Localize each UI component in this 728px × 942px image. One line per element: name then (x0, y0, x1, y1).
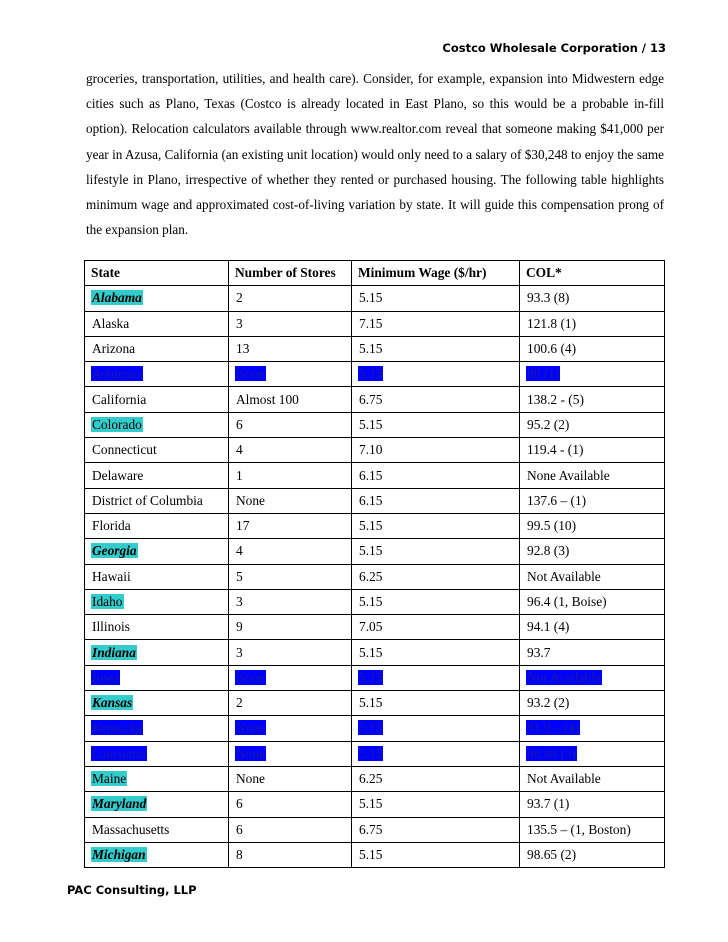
cell-wage (352, 716, 520, 741)
cell-wage (352, 336, 520, 361)
cell-wage-text: 5.15 (359, 644, 383, 660)
cell-stores (229, 817, 352, 842)
table-row (85, 589, 665, 614)
cell-col-text: 93.7 (527, 644, 551, 660)
cell-col (520, 691, 665, 716)
cell-state-text: Colorado (92, 416, 142, 432)
cell-state-text: Hawaii (92, 568, 131, 584)
cell-wage-text: 5.15 (359, 341, 383, 357)
cell-wage-text: 5.15 (359, 594, 383, 609)
cell-stores (229, 792, 352, 817)
table-row (85, 539, 665, 564)
cell-state-text: Arkansas (92, 366, 142, 382)
cell-col (520, 513, 665, 538)
table-row (85, 412, 665, 437)
cell-stores (229, 665, 352, 690)
cell-stores-text: None (236, 366, 266, 382)
cell-state-text: Maine (92, 771, 127, 787)
cell-wage-text: 5.15 (359, 518, 383, 534)
table-row (85, 741, 665, 766)
cell-stores (229, 463, 352, 488)
cell-col-text: 94.1 (4) (527, 619, 570, 635)
table-row (85, 665, 665, 690)
cell-col-text: 99.5 (10) (527, 518, 577, 534)
cell-col-text: 93.7 (1) (527, 796, 570, 812)
cell-stores (229, 539, 352, 564)
cell-col-text: 88 (1) (527, 366, 560, 382)
cell-col (520, 564, 665, 589)
cell-col-text: 138.2 - (5) (527, 391, 584, 407)
cell-wage-text: 6.75 (359, 391, 383, 407)
body-paragraph: groceries, transportation, utilities, and health care). Consider, for example, expansion into Midwestern edge cities such as Plano, Texas (Costco is already located in East Plano, so this would be a probable in-fill option). Relocation calculators available through www.realtor.com reveal that someone making $41,000 per year in Azusa, California (an existing unit location) would only need to a salary of $30,248 to enjoy the same lifestyle in Plano, irrespective of whether they rented or purchased housing. The following table highlights minimum wage and approximated cost-of-living variation by state. It will guide this compensation prong of the expansion plan. (86, 71, 664, 238)
table-row (85, 438, 665, 463)
cell-stores (229, 311, 352, 336)
cell-wage (352, 564, 520, 589)
cell-col-text: Not Available (527, 568, 601, 584)
cell-col-text: 121.8 (1) (527, 315, 577, 331)
cell-stores-text: None (236, 771, 266, 787)
cell-col (520, 640, 665, 665)
cell-wage-text: 7.10 (359, 442, 383, 458)
cell-state-text: Maryland (92, 796, 147, 812)
cell-state (85, 691, 229, 716)
cell-wage-text: 5.15 (359, 543, 383, 559)
table-row (85, 615, 665, 640)
table-row (85, 513, 665, 538)
cell-stores-text: 3 (236, 594, 243, 609)
cell-wage (352, 387, 520, 412)
cell-col-text: 137.6 – (1) (527, 492, 587, 508)
cell-col-text: 92.8 (3) (527, 543, 570, 559)
cell-state (85, 412, 229, 437)
cell-state-text: Illinois (92, 619, 130, 635)
cell-col-text: 91.9 – (4) (527, 720, 580, 736)
cell-col-text: 95.2 (2) (527, 416, 570, 432)
cell-wage-text: 5.15 (359, 720, 383, 736)
cell-wage-text: 5.15 (359, 846, 383, 862)
cell-col-text: 93.3 (8) (527, 290, 570, 306)
cell-wage-text: 6.15 (359, 492, 383, 508)
cell-stores-text: 9 (236, 619, 243, 635)
table-row (85, 817, 665, 842)
cell-col-text: 98.65 (2) (527, 846, 577, 862)
cell-wage (352, 589, 520, 614)
cell-col (520, 716, 665, 741)
cell-stores-text: 8 (236, 846, 243, 862)
cell-state (85, 513, 229, 538)
cell-state (85, 640, 229, 665)
cell-state (85, 792, 229, 817)
table-body (85, 286, 665, 868)
cell-state-text: Indiana (92, 644, 136, 660)
table-row (85, 463, 665, 488)
table-row (85, 311, 665, 336)
cell-state-text: Massachusetts (92, 821, 170, 837)
cell-stores-text: 6 (236, 796, 243, 812)
table-row (85, 387, 665, 412)
table-row (85, 564, 665, 589)
cell-stores-text: None (236, 720, 266, 736)
cell-col (520, 311, 665, 336)
cell-stores-text: 3 (236, 315, 243, 331)
cell-state (85, 842, 229, 867)
cell-stores-text: 6 (236, 821, 243, 837)
cell-state-text: Georgia (92, 543, 137, 559)
cell-state-text: Kansas (92, 695, 133, 711)
cell-col (520, 665, 665, 690)
cell-wage-text: 6.75 (359, 821, 383, 837)
cell-stores (229, 513, 352, 538)
cell-stores-text: 13 (236, 341, 250, 357)
cell-wage-text: 7.05 (359, 619, 383, 635)
cell-state (85, 438, 229, 463)
cell-stores-text: 4 (236, 442, 243, 458)
cell-state-text: Michigan (92, 846, 146, 862)
cell-wage (352, 513, 520, 538)
cell-state (85, 387, 229, 412)
cell-col (520, 488, 665, 513)
cell-state (85, 286, 229, 311)
cell-stores-text: Almost 100 (236, 391, 299, 407)
cell-wage (352, 665, 520, 690)
cell-stores (229, 336, 352, 361)
cell-col (520, 438, 665, 463)
cell-wage (352, 311, 520, 336)
table-row (85, 362, 665, 387)
cell-stores-text: 2 (236, 290, 243, 306)
cell-wage-text: 7.15 (359, 315, 383, 331)
table-row (85, 842, 665, 867)
cell-col-text: 135.5 – (1, Boston) (527, 821, 631, 837)
header-stores: Number of Stores (229, 261, 352, 286)
cell-wage-text: 5.15 (359, 695, 383, 711)
cell-state (85, 741, 229, 766)
cell-stores (229, 412, 352, 437)
cell-stores-text: None (236, 669, 266, 685)
cell-stores (229, 716, 352, 741)
cell-col-text: 98.84 (5) (527, 745, 577, 761)
cell-col (520, 817, 665, 842)
header-col: COL* (520, 261, 665, 286)
cell-col-text: 96.4 (1, Boise) (527, 594, 607, 609)
cell-wage (352, 792, 520, 817)
cell-state (85, 665, 229, 690)
cell-stores (229, 438, 352, 463)
cell-state (85, 615, 229, 640)
cell-col-text: None Available (527, 467, 610, 483)
cell-stores-text: 6 (236, 416, 243, 432)
cell-state (85, 564, 229, 589)
cell-stores (229, 564, 352, 589)
cell-wage (352, 362, 520, 387)
cell-col-text: 100.6 (4) (527, 341, 577, 357)
cell-stores (229, 615, 352, 640)
cell-stores (229, 842, 352, 867)
cell-stores-text: None (236, 492, 266, 508)
cell-state-text: Delaware (92, 467, 144, 483)
cell-state (85, 311, 229, 336)
cell-col (520, 387, 665, 412)
cell-wage (352, 463, 520, 488)
cell-state (85, 336, 229, 361)
cell-wage-text: 5.15 (359, 745, 383, 761)
table-row (85, 640, 665, 665)
cell-wage-text: 6.25 (359, 568, 383, 584)
cell-col (520, 463, 665, 488)
cell-col-text: Not Available (527, 669, 601, 685)
cell-col (520, 589, 665, 614)
cell-stores (229, 589, 352, 614)
cell-state (85, 539, 229, 564)
cell-stores (229, 286, 352, 311)
cell-col (520, 286, 665, 311)
cell-state (85, 766, 229, 791)
cell-col (520, 539, 665, 564)
cell-stores-text: 2 (236, 695, 243, 711)
cell-stores (229, 741, 352, 766)
cell-wage (352, 691, 520, 716)
cell-col-text: 119.4 - (1) (527, 442, 584, 458)
cell-wage (352, 766, 520, 791)
cell-state (85, 589, 229, 614)
cell-col-text: 93.2 (2) (527, 695, 570, 711)
cell-wage (352, 412, 520, 437)
cell-stores-text: 1 (236, 467, 243, 483)
cell-wage (352, 615, 520, 640)
cell-state-text: Alabama (92, 290, 142, 306)
cell-stores (229, 387, 352, 412)
cell-state-text: Connecticut (92, 442, 157, 458)
cell-wage-text: 6.25 (359, 771, 383, 787)
cell-state-text: California (92, 391, 147, 407)
cell-wage (352, 640, 520, 665)
cell-wage-text: 6.15 (359, 467, 383, 483)
cell-state (85, 463, 229, 488)
cell-state (85, 716, 229, 741)
cell-col (520, 741, 665, 766)
cell-wage (352, 539, 520, 564)
cell-wage (352, 488, 520, 513)
cell-stores (229, 488, 352, 513)
cell-stores (229, 362, 352, 387)
cell-stores (229, 766, 352, 791)
cell-wage (352, 741, 520, 766)
cell-col (520, 842, 665, 867)
table-header-row (85, 261, 665, 286)
cell-state-text: Idaho (92, 594, 123, 609)
cell-col (520, 615, 665, 640)
table-row (85, 766, 665, 791)
header-state: State (85, 261, 229, 286)
cell-col (520, 766, 665, 791)
page-header: Costco Wholesale Corporation / 13 (442, 41, 666, 55)
cell-col (520, 362, 665, 387)
cell-state (85, 817, 229, 842)
cell-state-text: Louisiana (92, 745, 146, 761)
table-row (85, 691, 665, 716)
cell-col (520, 792, 665, 817)
table-row (85, 286, 665, 311)
cell-wage (352, 286, 520, 311)
cell-wage (352, 817, 520, 842)
table-row (85, 336, 665, 361)
cell-wage-text: 5.15 (359, 366, 383, 382)
cell-state-text: Arizona (92, 341, 136, 357)
cell-state-text: Alaska (92, 315, 130, 331)
cell-stores-text: 17 (236, 518, 250, 534)
cell-state (85, 488, 229, 513)
cell-stores-text: 4 (236, 543, 243, 559)
header-wage: Minimum Wage ($/hr) (352, 261, 520, 286)
cell-wage-text: 5.15 (359, 290, 383, 306)
state-wage-table (84, 260, 665, 868)
cell-stores-text: 5 (236, 568, 243, 584)
cell-wage-text: 5.15 (359, 669, 383, 685)
cell-col-text: Not Available (527, 771, 601, 787)
cell-wage-text: 5.15 (359, 796, 383, 812)
cell-state-text: Florida (92, 518, 131, 534)
cell-state (85, 362, 229, 387)
table-row (85, 792, 665, 817)
cell-state-text: Kentucky (92, 720, 142, 736)
cell-stores-text: 3 (236, 644, 243, 660)
cell-state-text: Iowa (92, 669, 119, 685)
cell-col (520, 412, 665, 437)
cell-wage (352, 842, 520, 867)
cell-state-text: District of Columbia (92, 492, 203, 508)
page-footer: PAC Consulting, LLP (67, 883, 197, 897)
cell-stores (229, 640, 352, 665)
cell-wage (352, 438, 520, 463)
table-row (85, 716, 665, 741)
cell-col (520, 336, 665, 361)
cell-wage-text: 5.15 (359, 416, 383, 432)
cell-stores-text: None (236, 745, 266, 761)
cell-stores (229, 691, 352, 716)
table-row (85, 488, 665, 513)
